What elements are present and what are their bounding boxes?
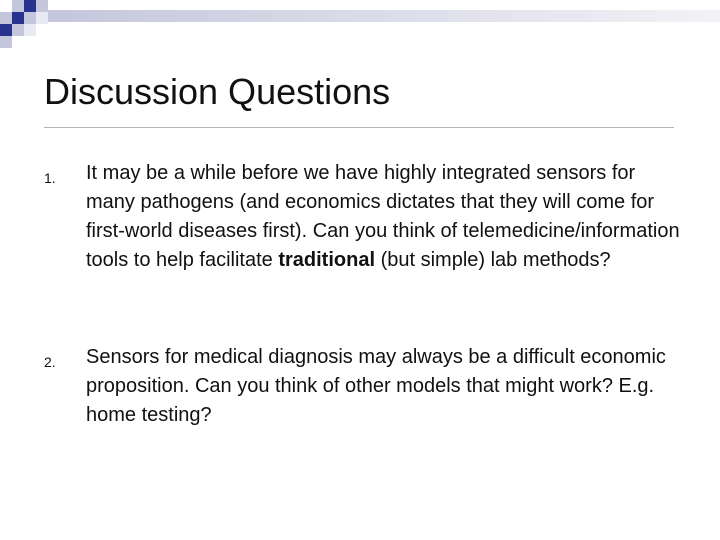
question-text: Sensors for medical diagnosis may always be a difficult economic proposition. Can you think of other models that might work? E.g. home testing? — [86, 346, 666, 426]
question-text-part: It may be a while before we have highly integrated sensors for many pathogens (and economics dictates that they will come for first-world diseases first). Can you think of telemedicine/information tools to help facilitate — [86, 162, 680, 271]
question-text-emphasis: traditional — [278, 249, 376, 271]
slide-title: Discussion Questions — [44, 71, 391, 112]
question-number: 1. — [44, 170, 56, 186]
corner-checker-decoration — [0, 0, 720, 60]
question-number: 2. — [44, 354, 56, 370]
title-divider — [44, 127, 674, 128]
question-text — [86, 159, 686, 275]
question-text-part: (but simple) lab methods? — [375, 249, 611, 271]
